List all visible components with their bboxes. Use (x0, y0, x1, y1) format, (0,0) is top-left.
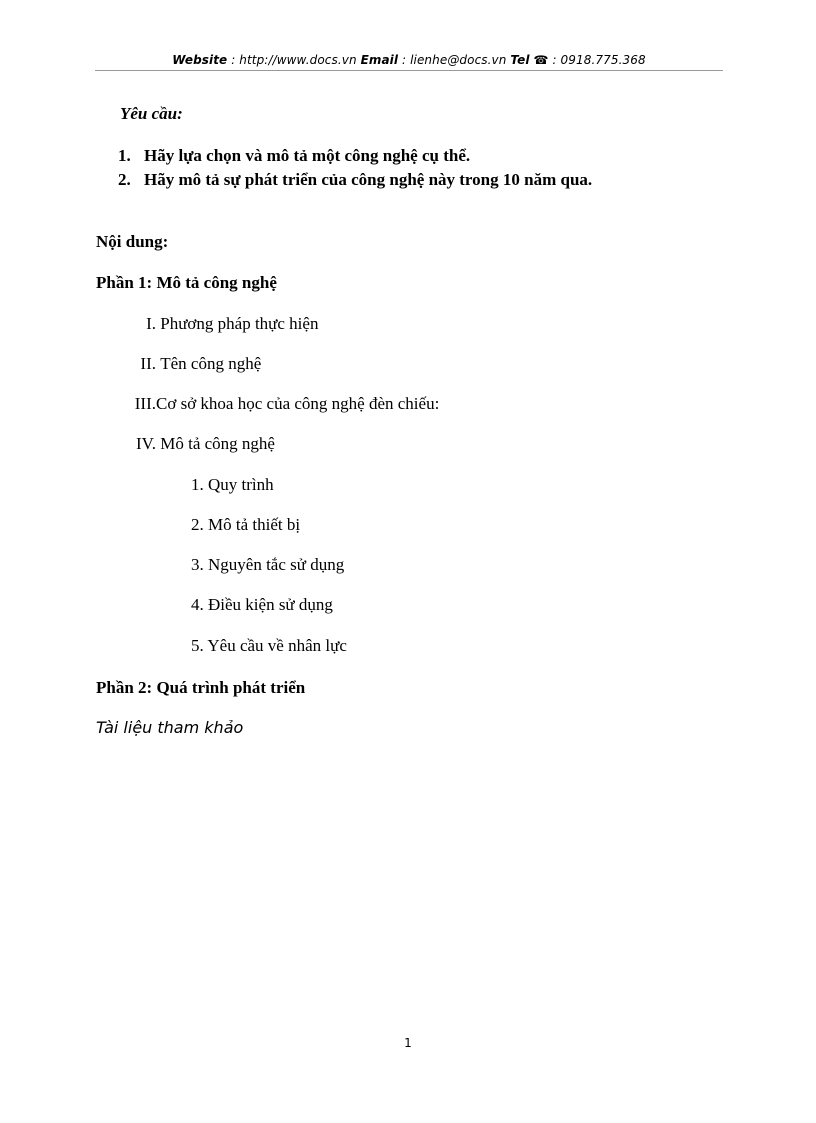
section-text: Mô tả công nghệ (160, 434, 275, 453)
requirement-item (118, 146, 470, 166)
section-number: III. (134, 394, 156, 413)
section-text: Tên công nghệ (160, 354, 262, 373)
requirement-text: Hãy mô tả sự phát triển của công nghệ này trong 10 năm qua. (144, 170, 593, 189)
requirement-item (118, 170, 592, 190)
page-header (95, 50, 723, 71)
email-label: Email (360, 53, 399, 67)
subsection-text: Nguyên tắc sử dụng (208, 555, 345, 574)
requirement-text: Hãy lựa chọn và mô tả một công nghệ cụ thể. (144, 146, 471, 165)
part1-heading: Phần 1: Mô tả công nghệ (96, 273, 277, 292)
subsection-item (191, 636, 347, 656)
section-item (124, 354, 261, 374)
content-title: Nội dung: (96, 232, 169, 251)
subsection-number: 2. (191, 515, 204, 534)
tel-value: : 0918.775.368 (548, 53, 646, 67)
subsection-item (191, 595, 333, 615)
section-number: IV. (136, 434, 156, 453)
subsection-number: 4. (191, 595, 204, 614)
requirement-number: 2. (118, 170, 131, 189)
subsection-text: Điều kiện sử dụng (208, 595, 333, 614)
subsection-number: 3. (191, 555, 204, 574)
subsection-item (191, 555, 344, 575)
section-item (124, 434, 275, 454)
subsection-number: 5. (191, 636, 204, 655)
subsection-text: Yêu cầu về nhân lực (207, 636, 347, 655)
website-value[interactable]: : http://www.docs.vn (227, 53, 361, 67)
section-item (124, 314, 318, 334)
subsection-item (191, 515, 300, 535)
section-item (124, 394, 439, 414)
section-number: I. (146, 314, 156, 333)
section-text: Cơ sở khoa học của công nghệ đèn chiếu: (156, 394, 440, 413)
telephone-icon: ☎ (533, 53, 549, 67)
subsection-item (191, 475, 274, 495)
subsection-text: Mô tả thiết bị (208, 515, 301, 534)
references-heading: Tài liệu tham khảo (96, 718, 244, 737)
requirements-title: Yêu cầu: (120, 104, 183, 123)
section-text: Phương pháp thực hiện (160, 314, 319, 333)
website-label: Website (172, 53, 228, 67)
page-number: 1 (404, 1036, 412, 1050)
section-number: II. (140, 354, 156, 373)
part2-heading: Phần 2: Quá trình phát triển (96, 678, 306, 697)
email-value[interactable]: : lienhe@docs.vn (398, 53, 511, 67)
requirement-number: 1. (118, 146, 131, 165)
tel-label: Tel (510, 53, 530, 67)
subsection-number: 1. (191, 475, 204, 494)
subsection-text: Quy trình (208, 475, 274, 494)
